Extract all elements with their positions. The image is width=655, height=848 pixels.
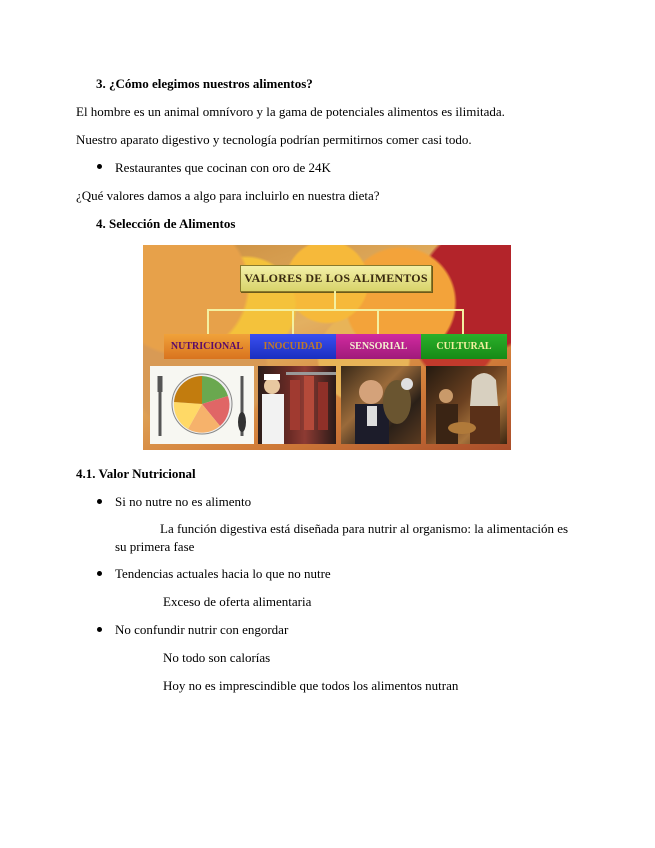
food-values-figure xyxy=(143,245,511,450)
connector xyxy=(377,309,379,334)
butcher-image xyxy=(258,366,336,444)
bullet-icon xyxy=(97,627,102,632)
bullet-icon xyxy=(97,571,102,576)
connector xyxy=(207,309,209,334)
paragraph: ¿Qué valores damos a algo para incluirlo en nuestra dieta? xyxy=(76,188,380,203)
paragraph: El hombre es un animal omnívoro y la gama de potenciales alimentos es ilimitada. xyxy=(76,104,505,119)
cultural-painting-image xyxy=(426,366,507,444)
indented-text: Hoy no es imprescindible que todos los alimentos nutran xyxy=(163,678,459,693)
section-4-1-heading: 4.1. Valor Nutricional xyxy=(76,466,196,481)
category-inocuidad: INOCUIDAD xyxy=(250,334,336,359)
bullet-item: No confundir nutrir con engordar xyxy=(115,622,289,637)
figure-title: VALORES DE LOS ALIMENTOS xyxy=(240,265,432,292)
bullet-item: Tendencias actuales hacia lo que no nutre xyxy=(115,566,331,581)
bullet-item: Si no nutre no es alimento xyxy=(115,494,252,509)
category-cultural: CULTURAL xyxy=(421,334,507,359)
paragraph: Nuestro aparato digestivo y tecnología podrían permitirnos comer casi todo. xyxy=(76,132,472,147)
connector xyxy=(334,291,336,309)
section-4-heading: 4. Selección de Alimentos xyxy=(96,216,236,231)
connector xyxy=(292,309,294,334)
indented-text: Exceso de oferta alimentaria xyxy=(163,594,312,609)
indented-text: su primera fase xyxy=(115,539,195,554)
food-plate-image xyxy=(150,366,254,444)
connector xyxy=(462,309,464,334)
bullet-item: Restaurantes que cocinan con oro de 24K xyxy=(115,160,331,175)
section-3-heading: 3. ¿Cómo elegimos nuestros alimentos? xyxy=(96,76,313,91)
category-nutricional: NUTRICIONAL xyxy=(164,334,250,359)
bullet-icon xyxy=(97,164,102,169)
category-sensorial: SENSORIAL xyxy=(336,334,421,359)
tasting-image xyxy=(341,366,421,444)
connector xyxy=(207,309,463,311)
indented-text: No todo son calorías xyxy=(163,650,271,665)
bullet-icon xyxy=(97,499,102,504)
indented-text: La función digestiva está diseñada para nutrir al organismo: la alimentación es xyxy=(160,521,569,536)
